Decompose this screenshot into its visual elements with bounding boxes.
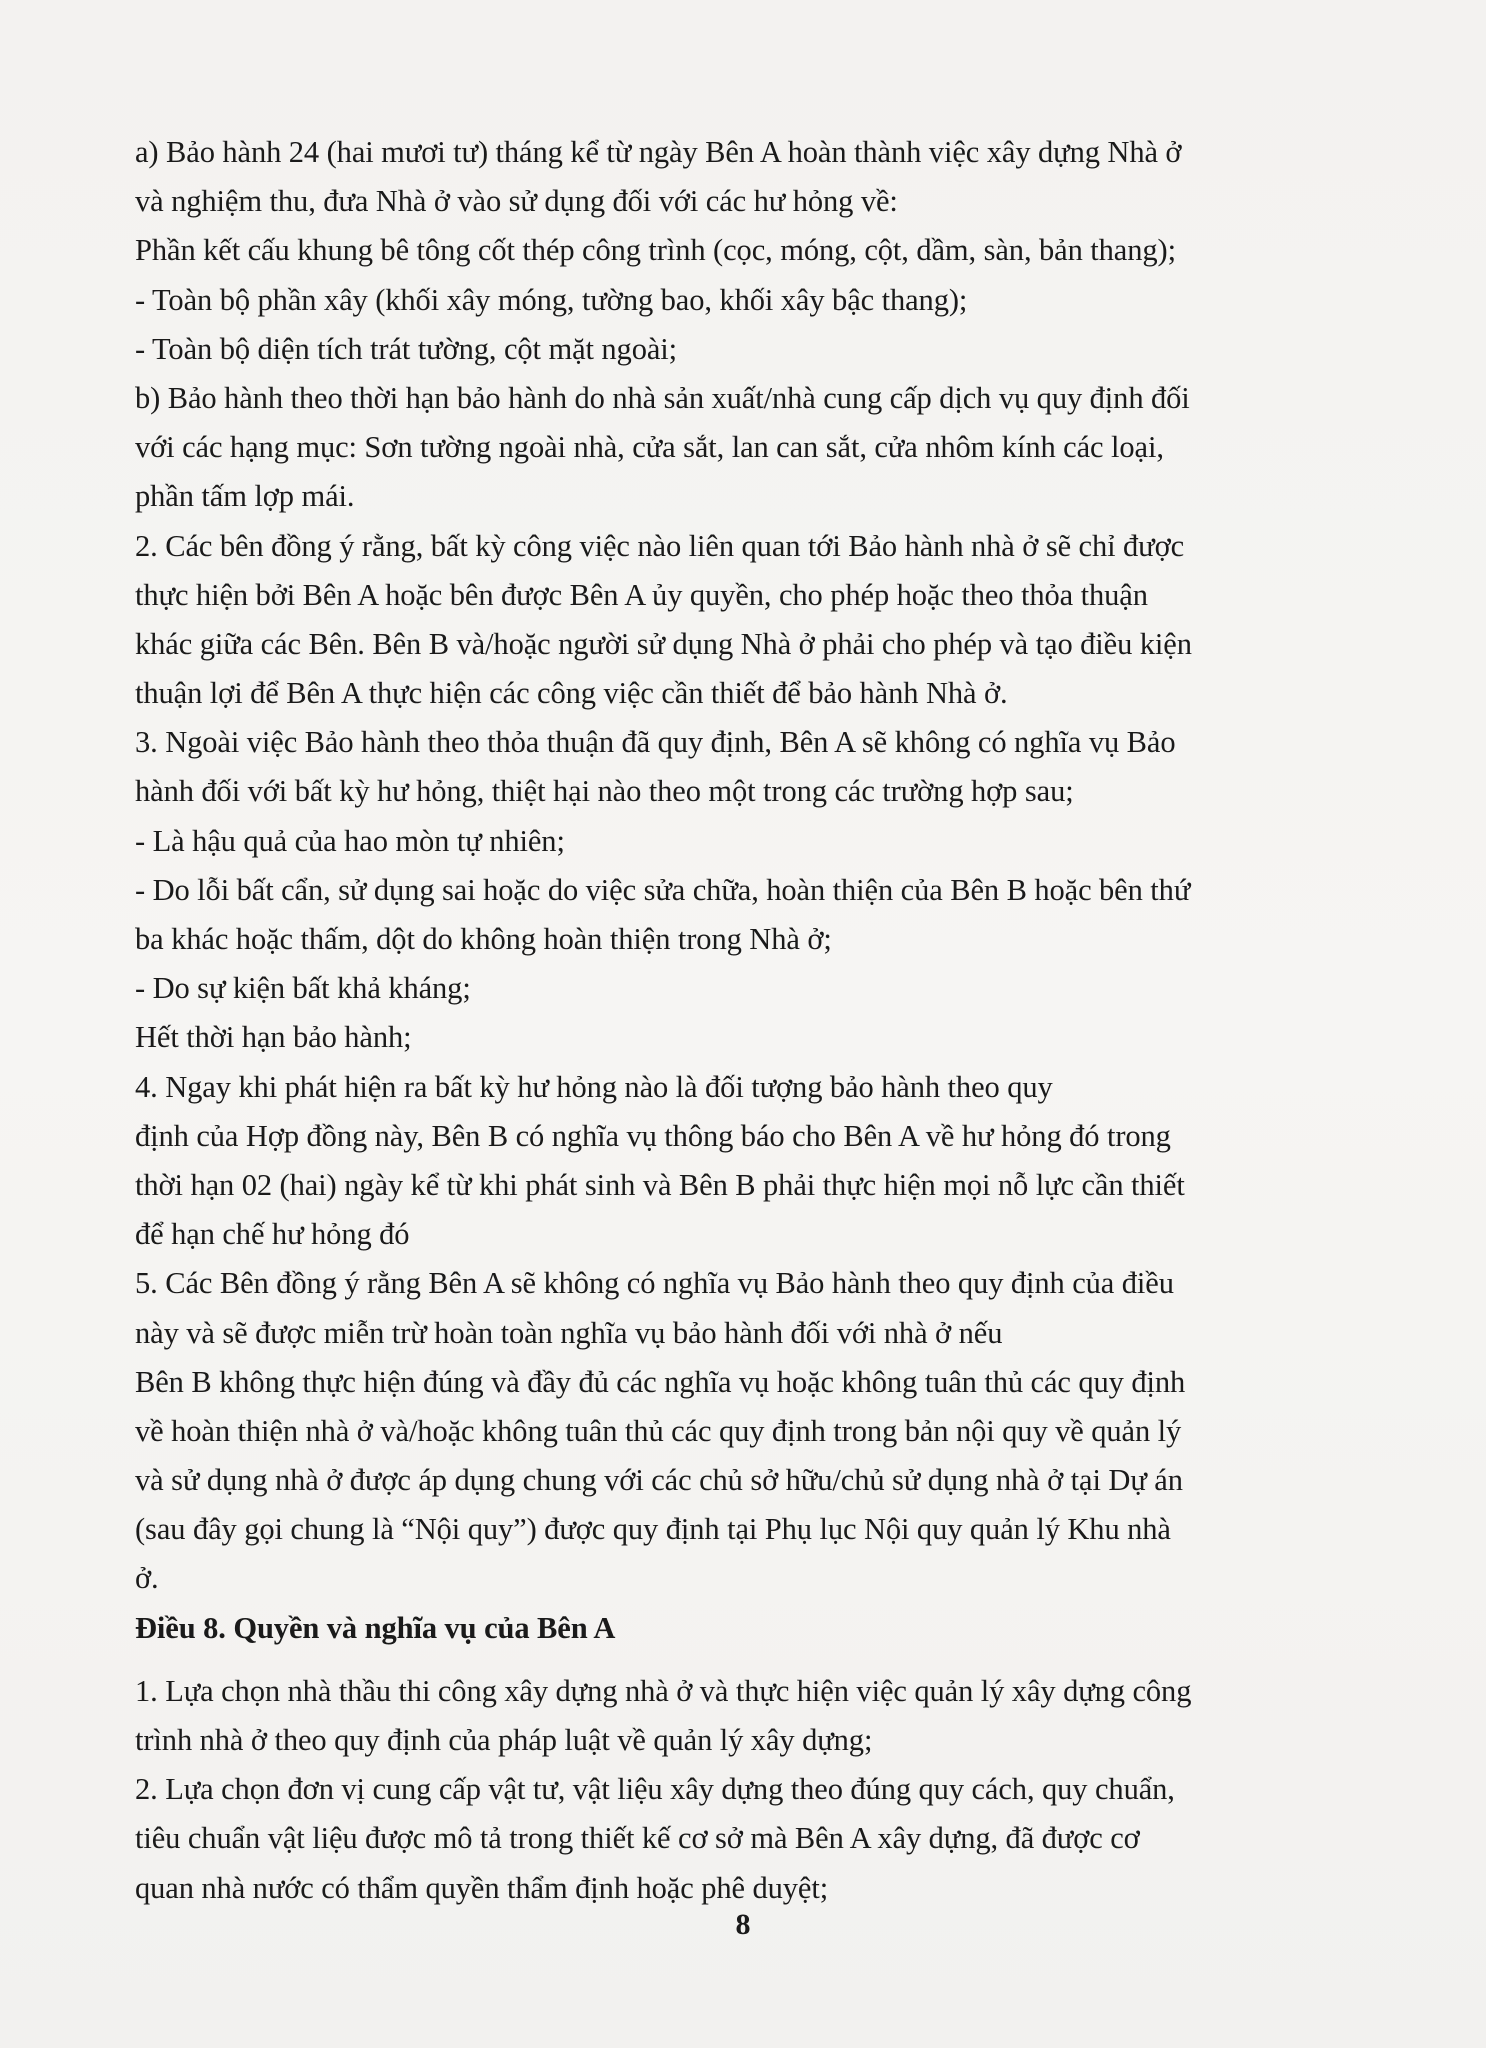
text-line: Hết thời hạn bảo hành; bbox=[135, 1020, 412, 1055]
text-line: ở. bbox=[135, 1561, 159, 1596]
text-line: 2. Các bên đồng ý rằng, bất kỳ công việc nào liên quan tới Bảo hành nhà ở sẽ chỉ được bbox=[135, 528, 1185, 563]
text-line: và sử dụng nhà ở được áp dụng chung với các chủ sở hữu/chủ sử dụng nhà ở tại Dự án bbox=[135, 1463, 1183, 1498]
text-line: này và sẽ được miễn trừ hoàn toàn nghĩa vụ bảo hành đối với nhà ở nếu bbox=[135, 1315, 1003, 1350]
text-line: a) Bảo hành 24 (hai mươi tư) tháng kể từ ngày Bên A hoàn thành việc xây dựng Nhà ở bbox=[135, 135, 1182, 169]
text-line: hành đối với bất kỳ hư hỏng, thiệt hại nào theo một trong các trường hợp sau; bbox=[135, 774, 1074, 809]
text-line: thuận lợi để Bên A thực hiện các công việc cần thiết để bảo hành Nhà ở. bbox=[135, 676, 1008, 711]
text-line: - Toàn bộ diện tích trát tường, cột mặt ngoài; bbox=[135, 331, 678, 366]
section-heading: Điều 8. Quyền và nghĩa vụ của Bên A bbox=[135, 1610, 616, 1645]
text-line: và nghiệm thu, đưa Nhà ở vào sử dụng đối với các hư hỏng về: bbox=[135, 184, 898, 219]
text-line: - Do lỗi bất cẩn, sử dụng sai hoặc do việc sửa chữa, hoàn thiện của Bên B hoặc bên thứ bbox=[135, 872, 1191, 907]
text-line: Phần kết cấu khung bê tông cốt thép công trình (cọc, móng, cột, dầm, sàn, bản thang); bbox=[135, 233, 1176, 268]
text-line: quan nhà nước có thẩm quyền thẩm định hoặc phê duyệt; bbox=[135, 1870, 829, 1905]
page-number: 8 bbox=[735, 1908, 751, 1941]
text-line: với các hạng mục: Sơn tường ngoài nhà, cửa sắt, lan can sắt, cửa nhôm kính các loại, bbox=[135, 430, 1164, 465]
document-body bbox=[135, 128, 1405, 1913]
text-line: ba khác hoặc thấm, dột do không hoàn thiện trong Nhà ở; bbox=[135, 922, 832, 956]
text-line: - Do sự kiện bất khả kháng; bbox=[135, 971, 471, 1006]
text-line: 5. Các Bên đồng ý rằng Bên A sẽ không có nghĩa vụ Bảo hành theo quy định của điều bbox=[135, 1266, 1174, 1301]
text-line: thời hạn 02 (hai) ngày kể từ khi phát sinh và Bên B phải thực hiện mọi nỗ lực cần thiết bbox=[135, 1167, 1185, 1202]
text-line: 4. Ngay khi phát hiện ra bất kỳ hư hỏng nào là đối tượng bảo hành theo quy bbox=[135, 1069, 1053, 1104]
text-line: (sau đây gọi chung là “Nội quy”) được quy định tại Phụ lục Nội quy quản lý Khu nhà bbox=[135, 1512, 1171, 1547]
text-line: 3. Ngoài việc Bảo hành theo thỏa thuận đã quy định, Bên A sẽ không có nghĩa vụ Bảo bbox=[135, 725, 1176, 760]
text-line: b) Bảo hành theo thời hạn bảo hành do nhà sản xuất/nhà cung cấp dịch vụ quy định đối bbox=[135, 380, 1190, 415]
text-line: tiêu chuẩn vật liệu được mô tả trong thiết kế cơ sở mà Bên A xây dựng, đã được cơ bbox=[135, 1821, 1140, 1856]
text-line: để hạn chế hư hỏng đó bbox=[135, 1217, 410, 1252]
text-line: 1. Lựa chọn nhà thầu thi công xây dựng nhà ở và thực hiện việc quản lý xây dựng công bbox=[135, 1673, 1192, 1708]
text-line: - Là hậu quả của hao mòn tự nhiên; bbox=[135, 823, 565, 858]
text-line: khác giữa các Bên. Bên B và/hoặc người sử dụng Nhà ở phải cho phép và tạo điều kiện bbox=[135, 626, 1192, 661]
text-line: thực hiện bởi Bên A hoặc bên được Bên A ủy quyền, cho phép hoặc theo thỏa thuận bbox=[135, 577, 1148, 612]
text-line: về hoàn thiện nhà ở và/hoặc không tuân thủ các quy định trong bản nội quy về quản lý bbox=[135, 1413, 1182, 1448]
text-line: phần tấm lợp mái. bbox=[135, 479, 355, 514]
text-line: trình nhà ở theo quy định của pháp luật về quản lý xây dựng; bbox=[135, 1723, 873, 1757]
text-line: 2. Lựa chọn đơn vị cung cấp vật tư, vật liệu xây dựng theo đúng quy cách, quy chuẩn, bbox=[135, 1772, 1175, 1807]
text-line: Bên B không thực hiện đúng và đầy đủ các nghĩa vụ hoặc không tuân thủ các quy định bbox=[135, 1364, 1186, 1399]
text-line: định của Hợp đồng này, Bên B có nghĩa vụ thông báo cho Bên A về hư hỏng đó trong bbox=[135, 1118, 1171, 1153]
text-line: - Toàn bộ phần xây (khối xây móng, tường bao, khối xây bậc thang); bbox=[135, 282, 968, 317]
